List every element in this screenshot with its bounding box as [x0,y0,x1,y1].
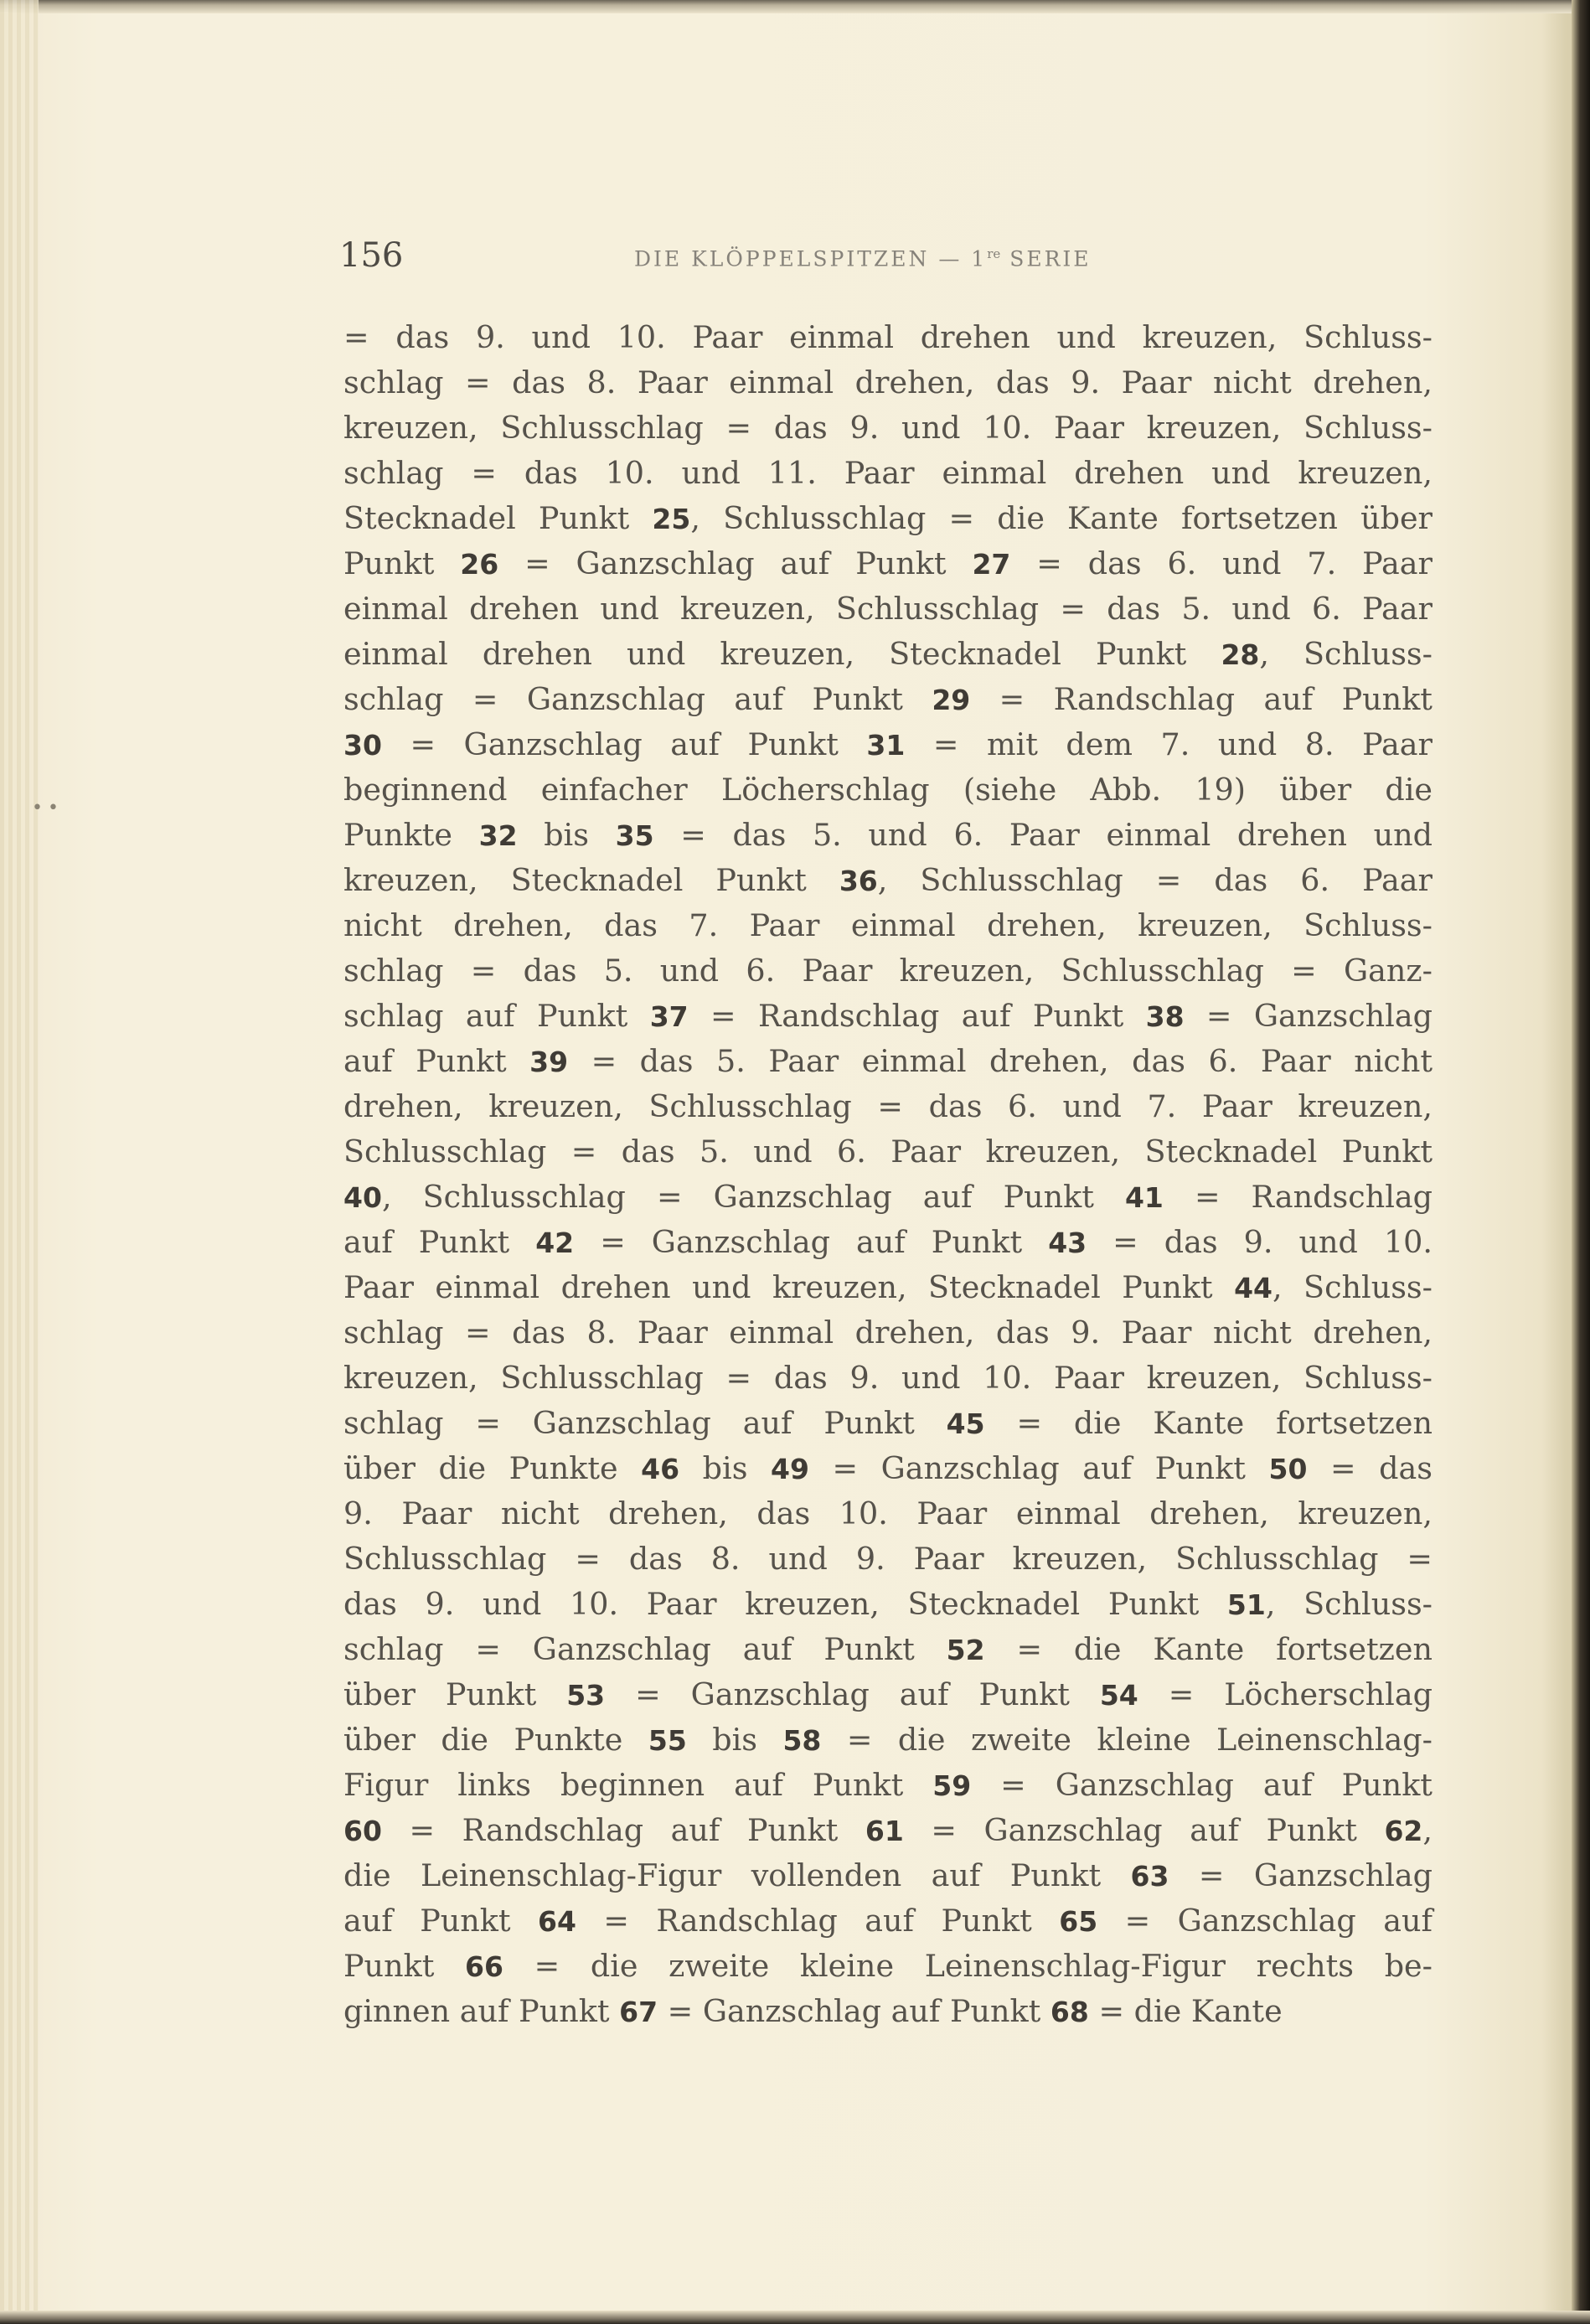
series-number: 1 [971,246,988,271]
text-line [343,1084,1433,1129]
text-line [343,1446,1433,1491]
text-segment: beginnend einfacher Löcherschlag (siehe Abb. 19) über die [343,772,1433,808]
point-number: 45 [946,1407,985,1440]
text-segment: = Randschlag auf Punkt [688,998,1146,1034]
text-segment: einmal drehen und kreuzen, Stecknadel Punkt [343,636,1221,672]
text-line [343,813,1433,858]
text-segment: , [1422,1812,1433,1848]
point-number: 44 [1234,1272,1273,1304]
text-segment: auf Punkt [343,1043,530,1079]
running-head [339,236,1428,278]
text-segment: = das 5. und 6. Paar einmal drehen und [653,817,1433,853]
text-line [343,1039,1433,1084]
text-segment: das 9. und 10. Paar kreuzen, Stecknadel Punkt [343,1586,1227,1622]
text-segment: , Schlusschlag = Ganzschlag auf Punkt [381,1179,1125,1215]
page-top-edge [0,0,1590,13]
text-segment: = die Kante fortsetzen [984,1631,1433,1667]
point-number: 62 [1384,1815,1423,1847]
text-segment: die Leinenschlag-Figur vollenden auf Punkt [343,1857,1131,1893]
text-segment: = Randschlag auf Punkt [381,1812,865,1848]
text-line [343,1220,1433,1265]
point-number: 66 [465,1950,503,1983]
text-line [343,1808,1433,1853]
text-segment: = Randschlag auf Punkt [970,681,1433,717]
point-number: 52 [946,1634,985,1666]
text-segment: kreuzen, Schlusschlag = das 9. und 10. Paar kreuzen, Schluss- [343,410,1433,446]
text-line [343,1175,1433,1220]
page-number: 156 [339,236,404,275]
text-segment: , Schlusschlag = das 6. Paar [877,862,1433,898]
text-segment: = das 9. und 10. Paar einmal drehen und kreuzen, Schluss- [343,319,1433,355]
text-segment: bis [679,1450,771,1486]
text-segment: = die Kante fortsetzen [984,1405,1433,1441]
text-segment: Punkte [343,817,479,853]
text-segment: , Schlusschlag = die Kante fortsetzen über [690,500,1433,536]
text-line [343,677,1433,722]
text-line [343,632,1433,677]
text-segment: = Ganzschlag auf Punkt [658,1993,1051,2029]
text-segment: Punkt [343,545,461,581]
text-line [343,1491,1433,1536]
running-title-text: DIE KLÖPPELSPITZEN [634,246,930,271]
text-line [343,1310,1433,1356]
point-number: 30 [343,729,382,762]
text-segment: drehen, kreuzen, Schlusschlag = das 6. und 7. Paar kreuzen, [343,1088,1433,1124]
text-segment: Schlusschlag = das 5. und 6. Paar kreuzen, Stecknadel Punkt [343,1134,1433,1170]
text-segment: kreuzen, Schlusschlag = das 9. und 10. Paar kreuzen, Schluss- [343,1360,1433,1396]
text-segment: = Ganzschlag auf Punkt [971,1767,1433,1803]
text-segment: = Ganzschlag [1169,1857,1433,1893]
text-segment: nicht drehen, das 7. Paar einmal drehen, kreuzen, Schluss- [343,907,1433,943]
text-segment: schlag = das 5. und 6. Paar kreuzen, Schlusschlag = Ganz- [343,953,1433,989]
text-segment: = Randschlag [1163,1179,1433,1215]
point-number: 41 [1124,1181,1164,1214]
text-line [343,1944,1433,1989]
text-segment: schlag = das 8. Paar einmal drehen, das 9. Paar nicht drehen, [343,1314,1433,1351]
text-line [343,1989,1433,2034]
text-segment: = Ganzschlag auf [1097,1903,1433,1939]
series-word: SERIE [1009,246,1092,271]
text-segment: Figur links beginnen auf Punkt [343,1767,933,1803]
page-gutter [0,0,39,2324]
text-segment: schlag = Ganzschlag auf Punkt [343,681,932,717]
text-segment: = die zweite kleine Leinenschlag-Figur rechts be- [503,1948,1433,1984]
point-number: 27 [972,548,1011,581]
text-segment: schlag = Ganzschlag auf Punkt [343,1405,947,1441]
running-title [634,246,1092,271]
text-segment: = Ganzschlag auf Punkt [903,1812,1385,1848]
point-number: 53 [566,1679,606,1712]
text-segment: bis [517,817,616,853]
text-segment: bis [686,1722,783,1758]
text-segment: = Ganzschlag auf Punkt [605,1676,1100,1712]
text-segment: schlag = Ganzschlag auf Punkt [343,1631,947,1667]
point-number: 36 [839,865,878,897]
text-segment: , Schluss- [1265,1586,1433,1622]
point-number: 51 [1226,1588,1266,1621]
text-segment: Stecknadel Punkt [343,500,653,536]
point-number: 46 [641,1453,680,1485]
text-segment: = das 5. Paar einmal drehen, das 6. Paar nicht [568,1043,1433,1079]
text-line [343,1717,1433,1763]
point-number: 59 [932,1769,972,1802]
point-number: 54 [1099,1679,1138,1712]
point-number: 61 [865,1815,904,1847]
point-number: 32 [478,819,518,852]
point-number: 50 [1268,1453,1308,1485]
text-line [343,405,1433,451]
text-line [343,496,1433,541]
text-line [343,1627,1433,1672]
point-number: 28 [1221,638,1260,671]
text-line [343,994,1433,1039]
text-segment: = die zweite kleine Leinenschlag- [821,1722,1433,1758]
text-line [343,858,1433,903]
text-segment: = Randschlag auf Punkt [576,1903,1060,1939]
text-line [343,315,1433,360]
text-segment: schlag = das 10. und 11. Paar einmal drehen und kreuzen, [343,455,1433,491]
text-segment: ginnen auf Punkt [343,1993,620,2029]
body-text [343,315,1433,2034]
point-number: 31 [866,729,906,762]
text-line [343,1401,1433,1446]
margin-mark: •• [32,798,64,819]
text-segment: = das [1307,1450,1433,1486]
text-segment: = mit dem 7. und 8. Paar [905,726,1433,762]
text-segment: 9. Paar nicht drehen, das 10. Paar einmal drehen, kreuzen, [343,1495,1433,1531]
text-segment: Schlusschlag = das 8. und 9. Paar kreuzen, Schlusschlag = [343,1541,1433,1577]
point-number: 60 [343,1815,382,1847]
point-number: 40 [343,1181,382,1214]
text-line [343,1898,1433,1944]
text-segment: = die Kante [1088,1993,1283,2029]
running-title-dash: — [938,246,963,271]
text-segment: auf Punkt [343,1903,539,1939]
text-line [343,903,1433,948]
text-line [343,541,1433,586]
point-number: 49 [770,1453,809,1485]
point-number: 26 [460,548,499,581]
series-suffix: re [987,246,1001,261]
text-segment: über die Punkte [343,1722,648,1758]
point-number: 65 [1059,1905,1098,1938]
point-number: 58 [782,1724,822,1757]
text-segment: schlag = das 8. Paar einmal drehen, das 9. Paar nicht drehen, [343,364,1433,400]
point-number: 37 [649,1000,689,1033]
text-segment: Punkt [343,1948,466,1984]
text-line [343,1853,1433,1898]
point-number: 55 [648,1724,687,1757]
text-line [343,722,1433,767]
text-segment: Paar einmal drehen und kreuzen, Stecknadel Punkt [343,1269,1235,1305]
text-segment: = Ganzschlag auf Punkt [574,1224,1049,1260]
point-number: 39 [529,1046,569,1078]
text-line [343,586,1433,632]
text-line [343,948,1433,994]
text-segment: = Ganzschlag auf Punkt [808,1450,1269,1486]
text-segment: = Löcherschlag [1138,1676,1433,1712]
text-segment: = Ganzschlag auf Punkt [381,726,867,762]
point-number: 67 [619,1996,658,2028]
text-line [343,360,1433,405]
text-segment: = das 6. und 7. Paar [1010,545,1433,581]
text-line [343,1536,1433,1582]
text-line [343,1265,1433,1310]
page-bottom-edge [0,2311,1590,2324]
text-segment: über die Punkte [343,1450,642,1486]
text-line [343,1356,1433,1401]
text-segment: = Ganzschlag [1184,998,1433,1034]
text-segment: , Schluss- [1259,636,1433,672]
text-segment: = Ganzschlag auf Punkt [498,545,973,581]
text-segment: kreuzen, Stecknadel Punkt [343,862,839,898]
page-right-edge [1572,0,1590,2324]
text-segment: auf Punkt [343,1224,536,1260]
text-segment: schlag auf Punkt [343,998,650,1034]
point-number: 68 [1050,1996,1089,2028]
point-number: 25 [652,503,691,535]
text-line [343,1129,1433,1175]
text-line [343,767,1433,813]
text-line [343,1763,1433,1808]
point-number: 29 [932,684,971,716]
text-segment: einmal drehen und kreuzen, Schlusschlag = das 5. und 6. Paar [343,591,1433,627]
point-number: 42 [535,1227,575,1259]
point-number: 43 [1048,1227,1087,1259]
point-number: 35 [615,819,654,852]
text-line [343,451,1433,496]
point-number: 38 [1145,1000,1185,1033]
text-segment: , Schluss- [1273,1269,1433,1305]
text-segment: über Punkt [343,1676,567,1712]
text-segment: = das 9. und 10. [1087,1224,1433,1260]
text-line [343,1672,1433,1717]
point-number: 64 [538,1905,576,1938]
point-number: 63 [1130,1860,1169,1893]
text-line [343,1582,1433,1627]
